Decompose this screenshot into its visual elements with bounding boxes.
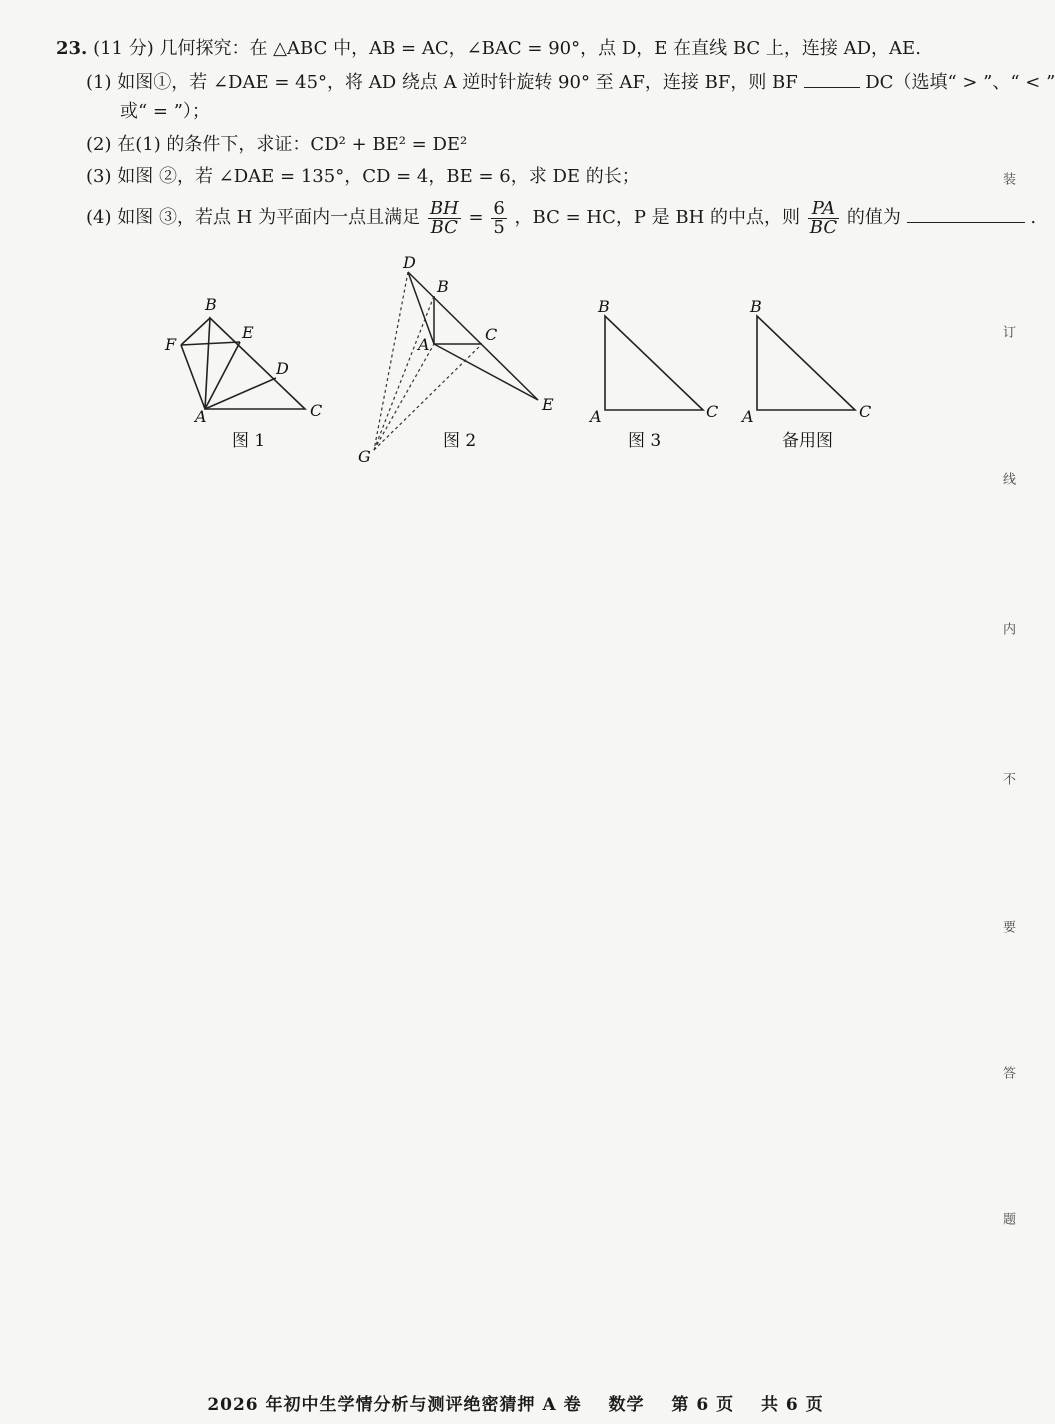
part-3: (3) 如图 ②，若 ∠DAE = 135°，CD = 4，BE = 6，求 DE 的长； (86, 166, 640, 187)
fig3-caption: 图 3 (628, 431, 662, 451)
fig1-segment-ae (205, 342, 240, 409)
margin-mark-2: 订 (1000, 325, 1015, 338)
fig4-caption: 备用图 (782, 431, 833, 451)
fig1-label-d: D (276, 359, 289, 378)
fig3-label-a: A (590, 407, 602, 426)
part-1-text-c: 或“ = ”）； (120, 101, 210, 122)
fraction-denominator: BC (809, 216, 838, 238)
part-1 (86, 70, 1055, 96)
fig2-dashed-ga (374, 344, 434, 450)
footer-title: 2026 年初中生学情分析与测评绝密猜押 A 卷 (207, 1395, 582, 1415)
footer-total: 共 6 页 (761, 1395, 824, 1415)
part-1-text-a: (1) 如图①，若 ∠DAE = 45°，将 AD 绕点 A 逆时针旋转 90° 至 AF，连接 BF，则 BF (86, 72, 798, 93)
question-header (56, 36, 921, 62)
fraction-bh-bc (428, 197, 461, 238)
fraction-denominator: BC (430, 216, 458, 238)
fig2-caption: 图 2 (443, 431, 477, 451)
fig1-label-b: B (205, 295, 217, 314)
fraction-numerator: BH (429, 197, 459, 219)
fig2-label-d: D (403, 253, 416, 272)
fig2-segment-ad (408, 272, 434, 344)
part-4 (86, 196, 1036, 240)
fig1-label-a: A (195, 407, 207, 426)
fraction-numerator: PA (808, 200, 839, 219)
margin-mark-6: 要 (1000, 920, 1015, 933)
margin-mark-3: 线 (1000, 472, 1015, 485)
equals-sign: = (468, 207, 484, 228)
fig1-label-e: E (242, 323, 254, 342)
fig1-caption: 图 1 (232, 431, 266, 451)
fraction-numerator: 6 (493, 197, 505, 219)
part-4-text-b: ，BC = HC，P 是 BH 的中点，则 (514, 207, 801, 228)
figures-area (150, 250, 890, 470)
fig3-label-c: C (706, 402, 719, 421)
margin-mark-1: 装 (1000, 172, 1015, 185)
fig2-label-e: E (542, 395, 554, 414)
fig2-label-c: C (485, 325, 498, 344)
fig2-label-a: A (418, 335, 430, 354)
fig1-segment-ad (205, 378, 276, 409)
fig4-label-c: C (859, 402, 872, 421)
answer-blank-1[interactable] (804, 86, 860, 88)
fig3-label-b: B (598, 297, 610, 316)
fig1-label-c: C (310, 401, 323, 420)
fig1-segment-af (181, 345, 205, 409)
page-footer (0, 1390, 1031, 1415)
figure-4 (757, 316, 855, 410)
fig4-label-a: A (742, 407, 754, 426)
part-1-text-b: DC（选填“ > ”、“ < ” (865, 72, 1055, 93)
fig2-label-b: B (437, 277, 449, 296)
margin-mark-8: 题 (1000, 1212, 1015, 1225)
margin-mark-7: 答 (1000, 1066, 1015, 1079)
part-1-cont (120, 99, 210, 125)
fig3-triangle-abc (605, 316, 703, 410)
part-4-end: . (1030, 207, 1037, 228)
fig1-segment-fb (181, 318, 210, 345)
question-stem: (11 分) 几何探究：在 △ABC 中，AB = AC，∠BAC = 90°，点 D，E 在直线 BC 上，连接 AD，AE. (93, 38, 921, 59)
fig1-triangle-abc (205, 318, 305, 409)
fraction-denominator: 5 (493, 216, 505, 238)
question-number: 23. (56, 38, 88, 59)
part-4-text-a: (4) 如图 ③，若点 H 为平面内一点且满足 (86, 207, 421, 228)
fig1-label-f: F (165, 335, 177, 354)
margin-mark-4: 内 (1000, 622, 1015, 635)
figure-1-labels (164, 295, 322, 426)
fig4-triangle-abc (757, 316, 855, 410)
part-2: (2) 在(1) 的条件下，求证：CD² + BE² = DE² (86, 134, 468, 155)
fig4-label-b: B (750, 297, 762, 316)
fraction-pa-bc (808, 197, 839, 238)
fig2-dashed-dg (374, 272, 408, 450)
fig2-label-g: G (358, 447, 371, 466)
fig1-segment-fe (181, 342, 240, 345)
fraction-six-fifths (491, 197, 506, 238)
part-4-text-c: 的值为 (846, 207, 901, 228)
footer-page: 第 6 页 (671, 1395, 735, 1415)
figure-3 (605, 316, 703, 410)
footer-subject: 数学 (608, 1395, 645, 1415)
margin-mark-5: 不 (1000, 772, 1015, 785)
fig2-dashed-gb (374, 296, 434, 450)
fig2-segment-ae (434, 344, 538, 400)
answer-blank-4[interactable] (907, 221, 1025, 223)
